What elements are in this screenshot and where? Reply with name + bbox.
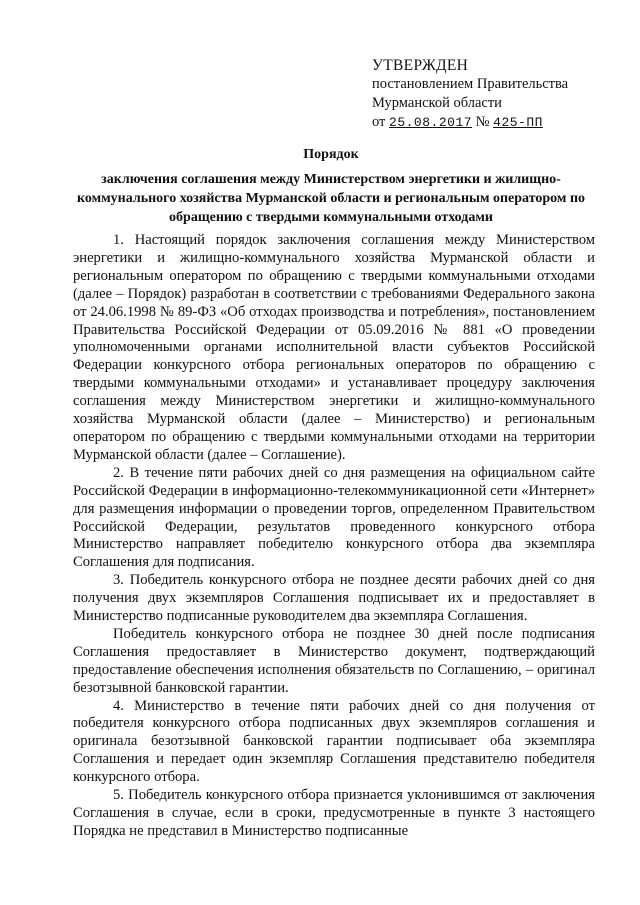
paragraph-4: 4. Министерство в течение пяти рабочих дней со дня получения от победителя конкурсного отбора подписанных двух экземпляров соглашения и оригинала безотзывной банковской гарантии подписывает оба экземпляра Соглашения и передает один экземпляр Соглашения представителю победителя конкурсного отбора.: [73, 697, 595, 786]
number-sign: №: [475, 114, 490, 130]
approval-date-line: [372, 113, 602, 132]
approval-number: 425-ПП: [493, 115, 543, 130]
paragraph-3: 3. Победитель конкурсного отбора не позднее десяти рабочих дней со дня получения двух экземпляров Соглашения подписывает их и предоставляет в Министерство подписанные руководителем два экземпляра Соглашения.: [73, 572, 595, 625]
paragraph-1: 1. Настоящий порядок заключения соглашения между Министерством энергетики и жилищно-коммунального хозяйства Мурманской области и региональным оператором по обращению с твердыми коммунальными отходами (далее – Порядок) разработан в соответствии с требованиями Федерального закона от 24.06.1998 № 89-ФЗ «Об отходах производства и потребления», постановлением Правительства Российской Федерации от 05.09.2016 № 881 «О проведении уполномоченными органами исполнительной власти субъектов Российской Федерации конкурсного отбора региональных операторов по обращению с твердыми коммунальными отходами» и устанавливает процедуру заключения соглашения между Министерством энергетики и жилищно-коммунального хозяйства Мурманской области (далее – Министерство) и региональным оператором по обращению с твердыми коммунальными отходами на территории Мурманской области (далее – Соглашение).: [73, 232, 595, 463]
date-prefix: от: [372, 114, 386, 130]
approval-line-1: постановлением Правительства: [372, 76, 569, 92]
document-title: [70, 145, 592, 227]
paragraph-3-continued: Победитель конкурсного отбора не позднее 30 дней после подписания Соглашения предоставляет в Министерство документ, подтверждающий предоставление обеспечения исполнения обязательств по Соглашению, – оригинал безотзывной банковской гарантии.: [73, 625, 595, 696]
paragraph-5: 5. Победитель конкурсного отбора признается уклонившимся от заключения Соглашения в случае, если в сроки, предусмотренные в пункте 3 настоящего Порядка не представил в Министерство подписанные: [73, 787, 595, 839]
title-heading: Порядок: [303, 147, 359, 162]
approval-header: УТВЕРЖДЕН: [372, 57, 469, 74]
paragraph-2: 2. В течение пяти рабочих дней со дня размещения на официальном сайте Российской Федерации в информационно-телекоммуникационной сети «Интернет» для размещения информации о проведении торгов, определенном Правительством Российской Федерации, результатов проведенного конкурсного отбора Министерство направляет победителю конкурсного отбора два экземпляра Соглашения для подписания.: [73, 464, 595, 571]
title-subheading: заключения соглашения между Министерством энергетики и жилищно-коммунального хозяйства Мурманской области и региональным оператором по обращению с твердыми коммунальными отходами: [76, 172, 586, 225]
document-body: [73, 232, 595, 841]
approval-stamp: [372, 56, 602, 132]
approval-date: 25.08.2017: [389, 115, 473, 130]
approval-line-2: Мурманской области: [372, 95, 502, 111]
